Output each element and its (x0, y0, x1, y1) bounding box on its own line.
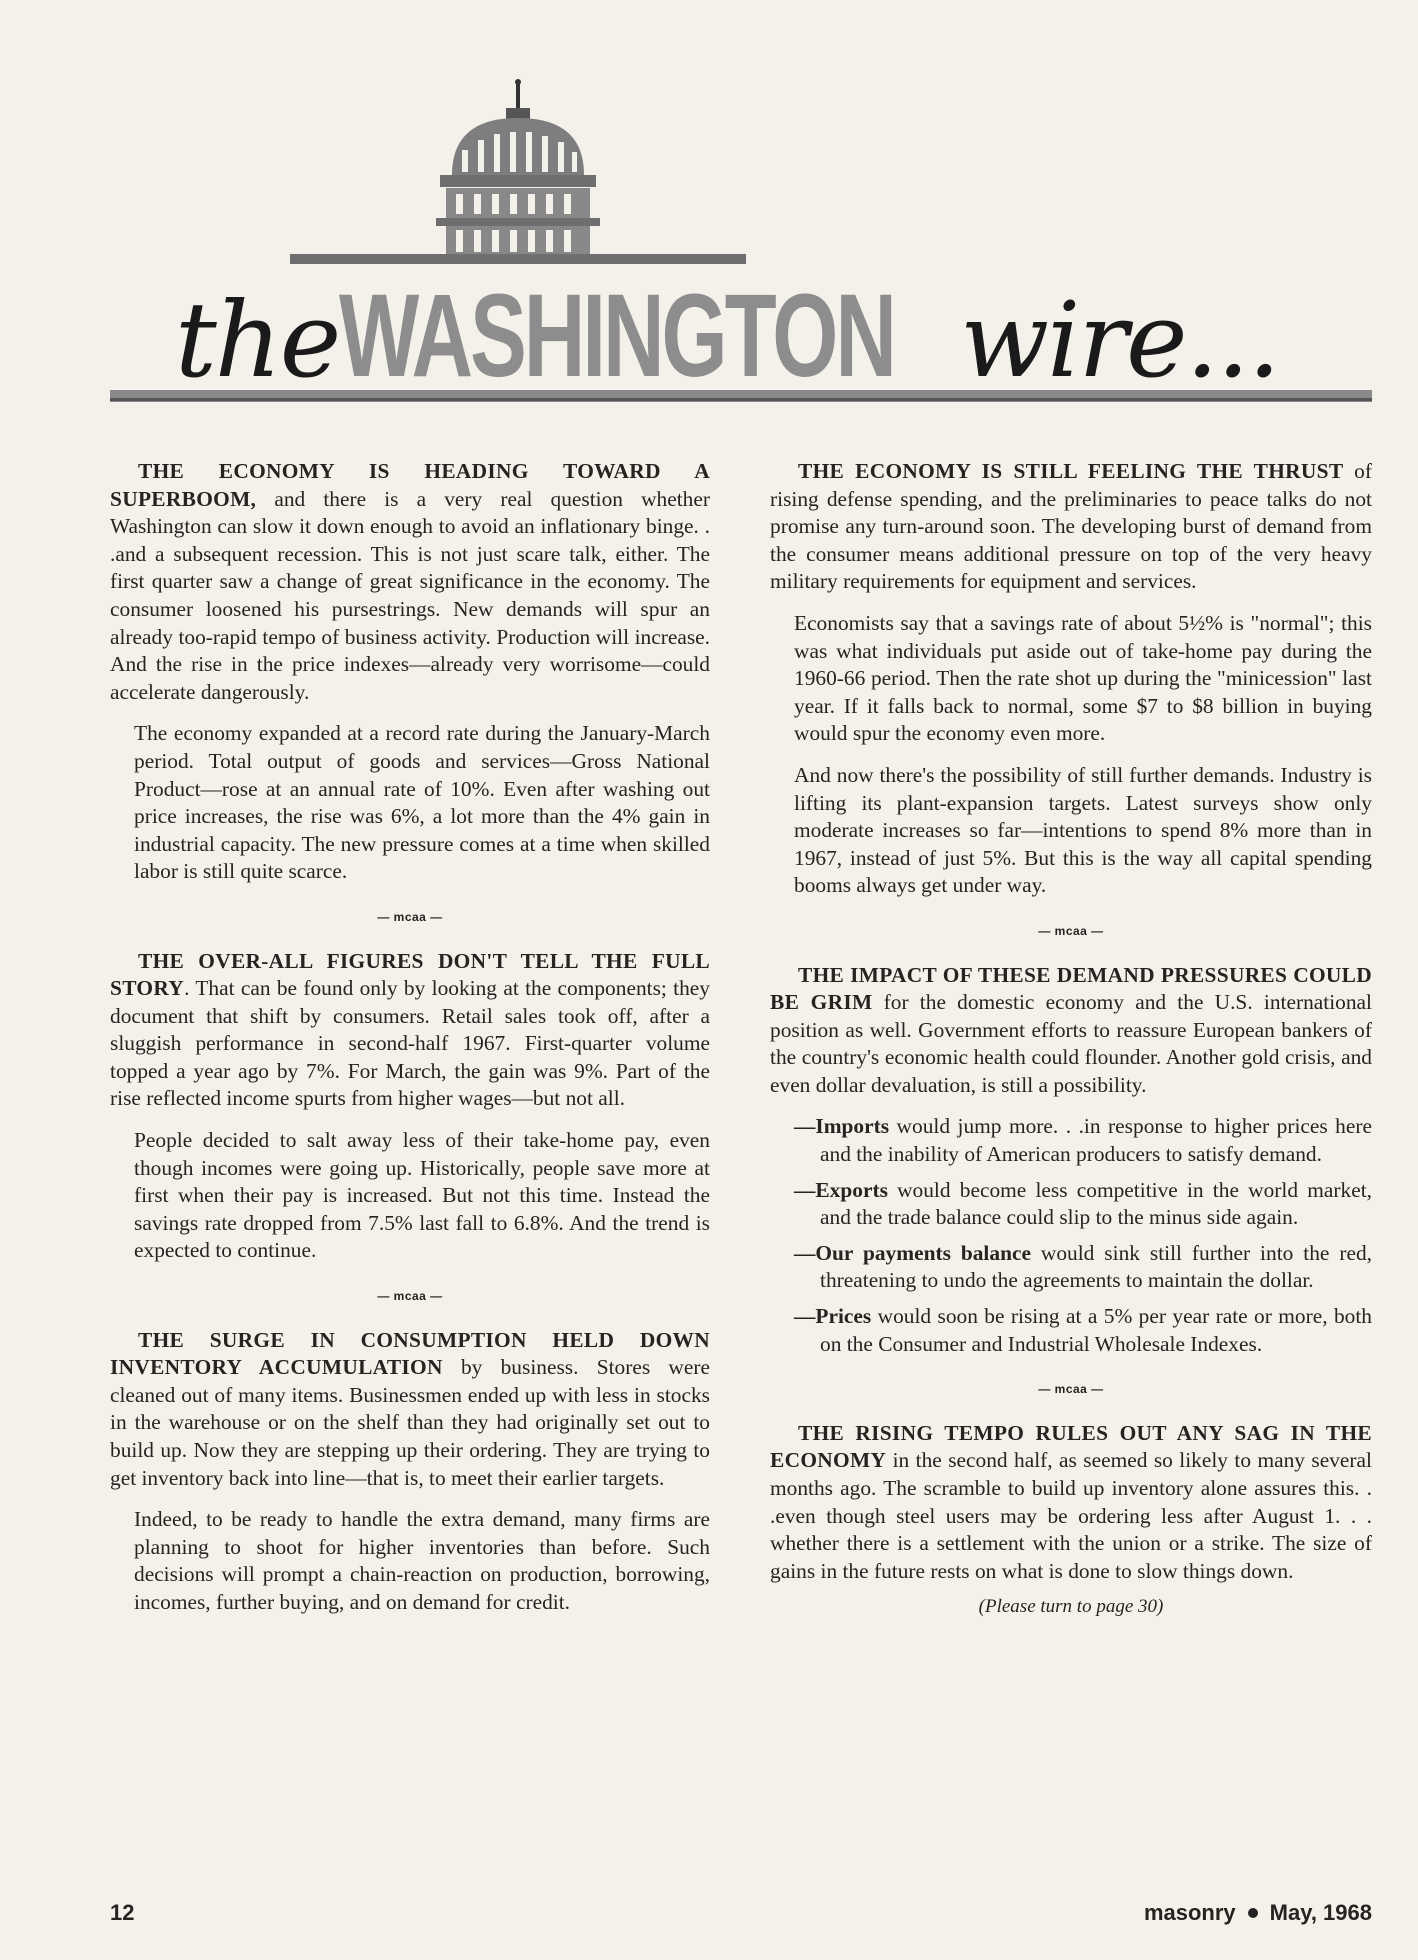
section-separator: — mcaa — (377, 909, 443, 924)
section-heading: THE OVER-ALL FIGURES DON'T TELL THE FULL STORY (110, 948, 710, 1001)
paragraph: And now there's the possibility of still further demands. Industry is lifting its plant-expansion targets. Latest surveys show only moderate increases so far—intentions to spend 8% more than in 1967, instead of just 5%. But this is the way all capital spending booms always get under way. (794, 762, 1372, 898)
bullet-text: would become less competitive in the world market, and the trade balance could slip to the minus side again. (820, 1177, 1372, 1230)
bullet-lead: —Prices (794, 1304, 872, 1329)
masthead (0, 0, 1418, 420)
masthead-wire: wire... (960, 279, 1279, 401)
bullet-lead: —Imports (794, 1114, 890, 1139)
publication-info (1144, 1900, 1372, 1926)
section-body: in the second half, as seemed so likely to many several months ago. The scramble to build up inventory alone assures this. . .even though steel users may be ordering less after August 1. . . whether there is a settlement with the union or a strike. The size of gains in the future rests on what is done to slow things down. (770, 1448, 1372, 1583)
bullet-dot-icon (1248, 1908, 1258, 1918)
section-thrust (770, 458, 1372, 596)
right-column (770, 458, 1372, 1640)
section-body: for the domestic economy and the U.S. international position as well. Government efforts to reassure European bankers of the country's economic health could flounder. Another gold crisis, and even dollar devaluation, is still a possibility. (770, 990, 1372, 1097)
bullet-text: would jump more. . .in response to higher prices here and the inability of American producers to satisfy demand. (820, 1114, 1372, 1167)
bullet-text: would soon be rising at a 5% per year rate or more, both on the Consumer and Industrial Wholesale Indexes. (820, 1304, 1372, 1356)
list-item (794, 1303, 1372, 1358)
section-separator: — mcaa — (1038, 923, 1104, 938)
section-separator: — mcaa — (1038, 1382, 1104, 1397)
section-superboom (110, 458, 710, 706)
paragraph: Indeed, to be ready to handle the extra demand, many firms are planning to shoot for higher inventories than before. Such decisions will prompt a chain-reaction on production, borrowing, incomes, further buying, and on demand for credit. (134, 1507, 710, 1614)
bullet-lead: —Exports (794, 1177, 888, 1202)
publication-name: masonry (1143, 1900, 1236, 1925)
section-body: by business. Stores were cleaned out of many items. Businessmen ended up with less in stocks in the warehouse or on the shelf than they had originally set out to build up. Now they are stepping up their ordering. They are trying to get inventory back into line—that is, to meet their earlier targets. (110, 1355, 710, 1490)
masthead-the: the (175, 279, 340, 401)
continued-note: (Please turn to page 30) (978, 1596, 1164, 1618)
section-full-story (110, 948, 710, 1114)
section-separator: — mcaa — (377, 1289, 443, 1304)
issue-date: May, 1968 (1269, 1900, 1372, 1925)
paragraph: People decided to salt away less of their take-home pay, even though incomes were going up. Historically, people save more at first when their pay is increased. But not this time. Instead the savings rate dropped from 7.5% last fall to 6.8%. And the trend is expected to continue. (134, 1128, 710, 1263)
bullet-lead: —Our payments balance (794, 1240, 1031, 1265)
list-item (794, 1177, 1372, 1232)
section-inventory (110, 1327, 710, 1493)
list-item (794, 1240, 1372, 1295)
section-heading: THE ECONOMY IS STILL FEELING THE THRUST (798, 459, 1344, 483)
section-body: . That can be found only by looking at the components; they document that shift by consumers. Retail sales took off, after a sluggish performance in second-half 1967. First-quarter volume topped a year ago by 7%. For March, the gain was 9%. Part of the rise reflected income spurts from higher wages—but not all. (110, 976, 710, 1111)
left-column (110, 458, 710, 1631)
section-heading: THE IMPACT OF THESE DEMAND PRESSURES COULD BE GRIM (770, 962, 1372, 1015)
section-heading: THE ECONOMY IS HEADING TOWARD A SUPERBOOM, (110, 459, 710, 511)
section-tempo (770, 1420, 1372, 1586)
section-heading: THE SURGE IN CONSUMPTION HELD DOWN INVENTORY ACCUMULATION (110, 1327, 710, 1380)
section-body: and there is a very real question whether Washington can slow it down enough to avoid an inflationary binge. . .and a subsequent recession. This is not just scare talk, either. The first quarter saw a change of great significance in the economy. The consumer loosened his pursestrings. New demands will spur an already too-rapid tempo of business activity. Production will increase. And the rise in the price indexes—already very worrisome—could accelerate dangerously. (110, 486, 710, 704)
bullet-text: would sink still further into the red, threatening to undo the agreements to maintain the dollar. (820, 1240, 1372, 1293)
masthead-title (175, 268, 1279, 404)
section-heading: THE RISING TEMPO RULES OUT ANY SAG IN THE ECONOMY (770, 1420, 1372, 1473)
page-number: 12 (110, 1900, 135, 1925)
section-impact (770, 962, 1372, 1100)
paragraph: The economy expanded at a record rate during the January-March period. Total output of goods and services—Gross National Product—rose at an annual rate of 10%. Even after washing out price increases, the rise was 6%, a lot more than the 4% gain in industrial capacity. The new pressure comes at a time when skilled labor is still quite scarce. (134, 721, 710, 884)
masthead-washington: WASHINGTON (339, 270, 895, 402)
paragraph: Economists say that a savings rate of about 5½% is "normal"; this was what individuals put aside out of take-home pay during the 1960-66 period. Then the rate shot up during the "minicession" last year. If it falls back to normal, some $7 to $8 billion in buying would spur the economy even more. (794, 610, 1372, 746)
list-item (794, 1113, 1372, 1168)
section-body: of rising defense spending, and the preliminaries to peace talks do not promise any turn-around soon. The developing burst of demand from the consumer means additional pressure on top of the very heavy military requirements for equipment and services. (770, 459, 1372, 594)
